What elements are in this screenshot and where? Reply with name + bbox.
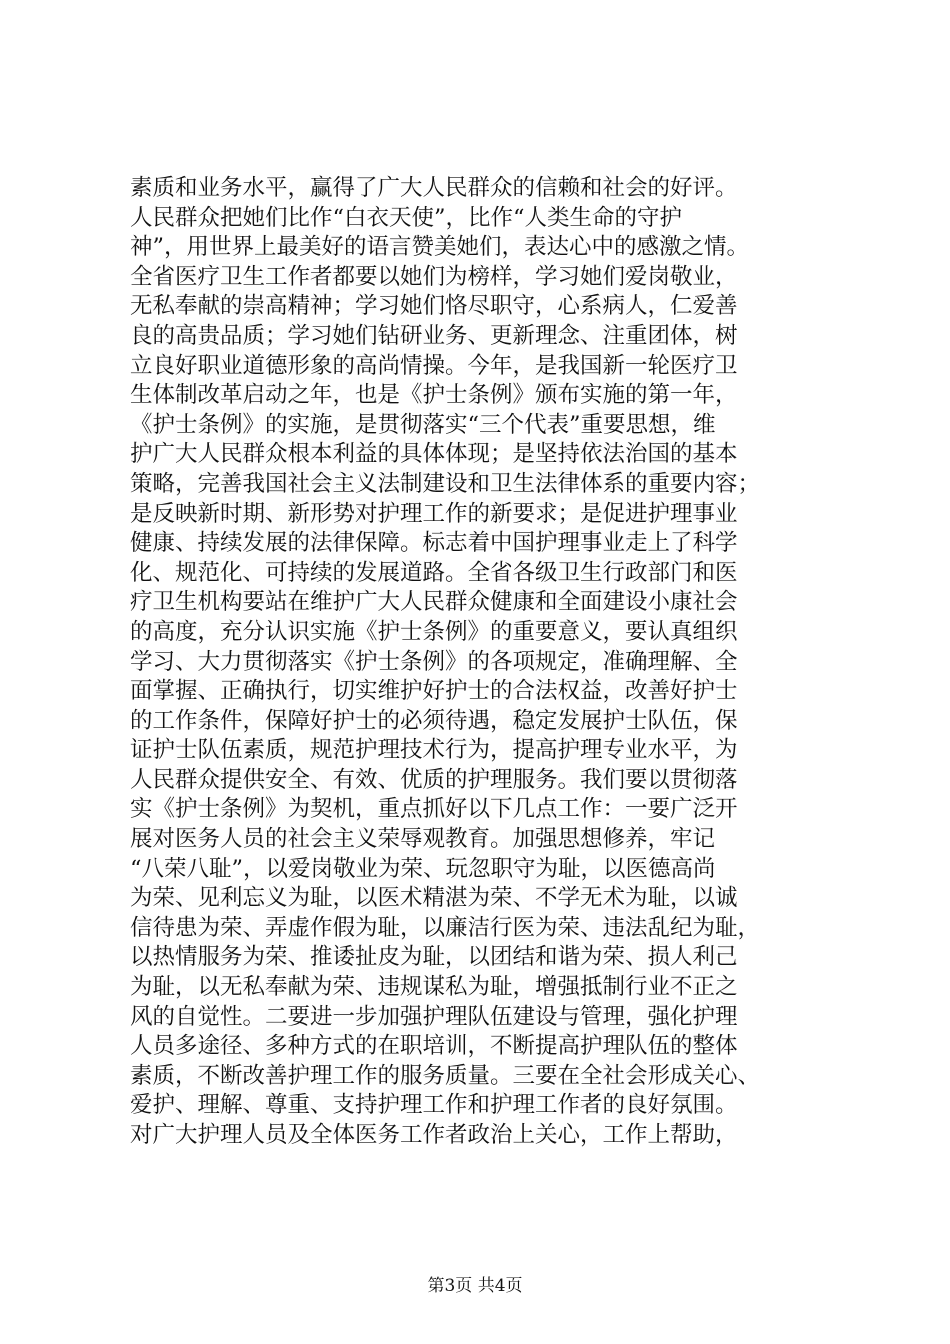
- text-line: 素质和业务水平，赢得了广大人民群众的信赖和社会的好评。: [130, 175, 738, 201]
- text-line: 策略，完善我国社会主义法制建设和卫生法律体系的重要内容；: [130, 470, 761, 497]
- text-line: 以热情服务为荣、推诿扯皮为耻，以团结和谐为荣、损人利己: [130, 944, 738, 971]
- text-line: 护广大人民群众根本利益的具体体现；是坚持依法治国的基本: [130, 441, 738, 468]
- text-line: 良的高贵品质；学习她们钻研业务、更新理念、注重团体，树: [130, 322, 738, 349]
- text-line: 风的自觉性。二要进一步加强护理队伍建设与管理，强化护理: [130, 1003, 738, 1030]
- text-line: 为荣、见利忘义为耻，以医术精湛为荣、不学无术为耻，以诚: [130, 885, 738, 912]
- text-line: 对广大护理人员及全体医务工作者政治上关心，工作上帮助，: [130, 1122, 738, 1148]
- body-text: [130, 174, 830, 1151]
- page-footer: [0, 1275, 950, 1297]
- text-line: 健康、持续发展的法律保障。标志着中国护理事业走上了科学: [130, 530, 738, 557]
- text-line: 人民群众把她们比作“白衣天使”，比作“人类生命的守护: [130, 204, 683, 231]
- text-line: 实《护士条例》为契机，重点抓好以下几点工作：一要广泛开: [130, 796, 738, 823]
- text-line: 素质，不断改善护理工作的服务质量。三要在全社会形成关心、: [130, 1062, 761, 1089]
- text-line: 信待患为荣、弄虚作假为耻，以廉洁行医为荣、违法乱纪为耻，: [130, 914, 761, 941]
- text-line: 人民群众提供安全、有效、优质的护理服务。我们要以贯彻落: [130, 766, 738, 793]
- text-line: 学习、大力贯彻落实《护士条例》的各项规定，准确理解、全: [130, 648, 738, 675]
- page-number-label: 第3页 共4页: [427, 1276, 523, 1296]
- text-line: 神”，用世界上最美好的语言赞美她们，表达心中的感激之情。: [130, 234, 750, 261]
- text-line: 证护士队伍素质，规范护理技术行为，提高护理专业水平，为: [130, 737, 738, 764]
- text-line: 无私奉献的崇高精神；学习她们恪尽职守，心系病人，仁爱善: [130, 293, 738, 320]
- text-line: 爱护、理解、尊重、支持护理工作和护理工作者的良好氛围。: [130, 1092, 738, 1119]
- text-line: 面掌握、正确执行，切实维护好护士的合法权益，改善好护士: [130, 678, 738, 705]
- text-line: 《护士条例》的实施，是贯彻落实“三个代表”重要思想，维: [130, 411, 716, 438]
- text-line: 是反映新时期、新形势对护理工作的新要求；是促进护理事业: [130, 500, 738, 527]
- text-line: 化、规范化、可持续的发展道路。全省各级卫生行政部门和医: [130, 559, 738, 586]
- text-line: 的工作条件，保障好护士的必须待遇，稳定发展护士队伍，保: [130, 707, 738, 734]
- text-line: 生体制改革启动之年，也是《护士条例》颁布实施的第一年，: [130, 382, 738, 409]
- text-line: 展对医务人员的社会主义荣辱观教育。加强思想修养，牢记: [130, 826, 716, 853]
- text-line: 为耻，以无私奉献为荣、违规谋私为耻，增强抵制行业不正之: [130, 974, 738, 1001]
- text-line: 全省医疗卫生工作者都要以她们为榜样，学习她们爱岗敬业，: [130, 263, 738, 290]
- text-line: 人员多途径、多种方式的在职培训，不断提高护理队伍的整体: [130, 1033, 738, 1060]
- text-line: 的高度，充分认识实施《护士条例》的重要意义，要认真组织: [130, 618, 738, 645]
- text-line: “八荣八耻”，以爱岗敬业为荣、玩忽职守为耻，以医德高尚: [130, 855, 716, 882]
- text-line: 疗卫生机构要站在维护广大人民群众健康和全面建设小康社会: [130, 589, 738, 616]
- text-line: 立良好职业道德形象的高尚情操。今年，是我国新一轮医疗卫: [130, 352, 738, 379]
